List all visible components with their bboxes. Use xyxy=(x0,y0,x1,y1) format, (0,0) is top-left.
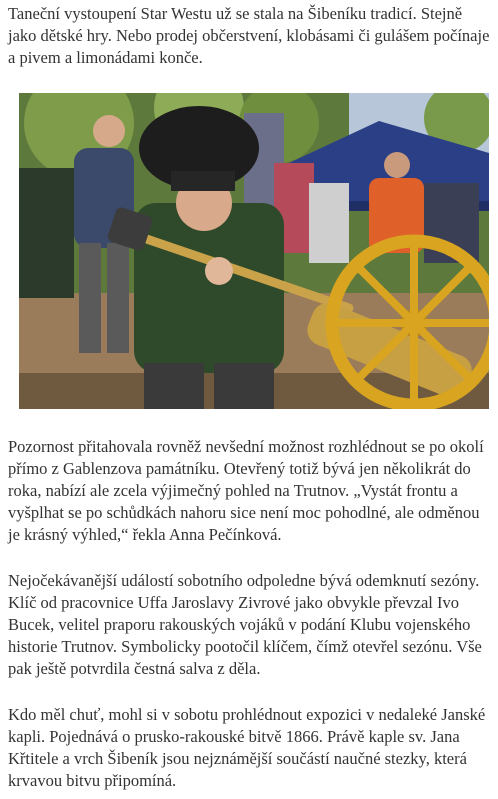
article-paragraph: Pozornost přitahovala rovněž nevšední možnost rozhlédnout se po okolí přímo z Gablenzova památníku. Otevřený totiž bývá jen několikrát do roka, nabízí ale zcela výjimečný pohled na Trutnov. „Vystát frontu a vyšplhat se po schůdkách nahoru sice není moc pohodlné, ale odměnou je krásný výhled,“ řekla Anna Pečínková. xyxy=(8,437,484,544)
article-paragraph: Kdo měl chuť, mohl si v sobotu prohlédnout expozici v nedaleké Janské kapli. Pojednává o prusko-rakouské bitvě 1866. Právě kaple sv. Jana Křtitele a vrch Šibeník jsou nejznámější součástí naučné stezky, která krvavou bitvu připomíná. xyxy=(8,705,486,790)
article-paragraph: Nejočekávanější událostí sobotního odpoledne bývá odemknutí sezóny. Klíč od pracovnice Uffa Jaroslavy Zivrové jako obvykle převzal Ivo Bucek, velitel praporu rakouských vojáků v podání Klubu vojenského historie Trutnov. Symbolicky pootočil klíčem, čímž otevřel sezónu. Vše pak ještě potvrdila čestná salva z děla. xyxy=(8,571,482,678)
photo-cannon-soldier xyxy=(19,93,489,409)
article-paragraph: Taneční vystoupení Star Westu už se stala na Šibeníku tradicí. Stejně jako dětské hry. Nebo prodej občerstvení, klobásami či gulášem počínaje a pivem a limonádami konče. xyxy=(8,4,490,67)
article-photo xyxy=(19,93,489,409)
